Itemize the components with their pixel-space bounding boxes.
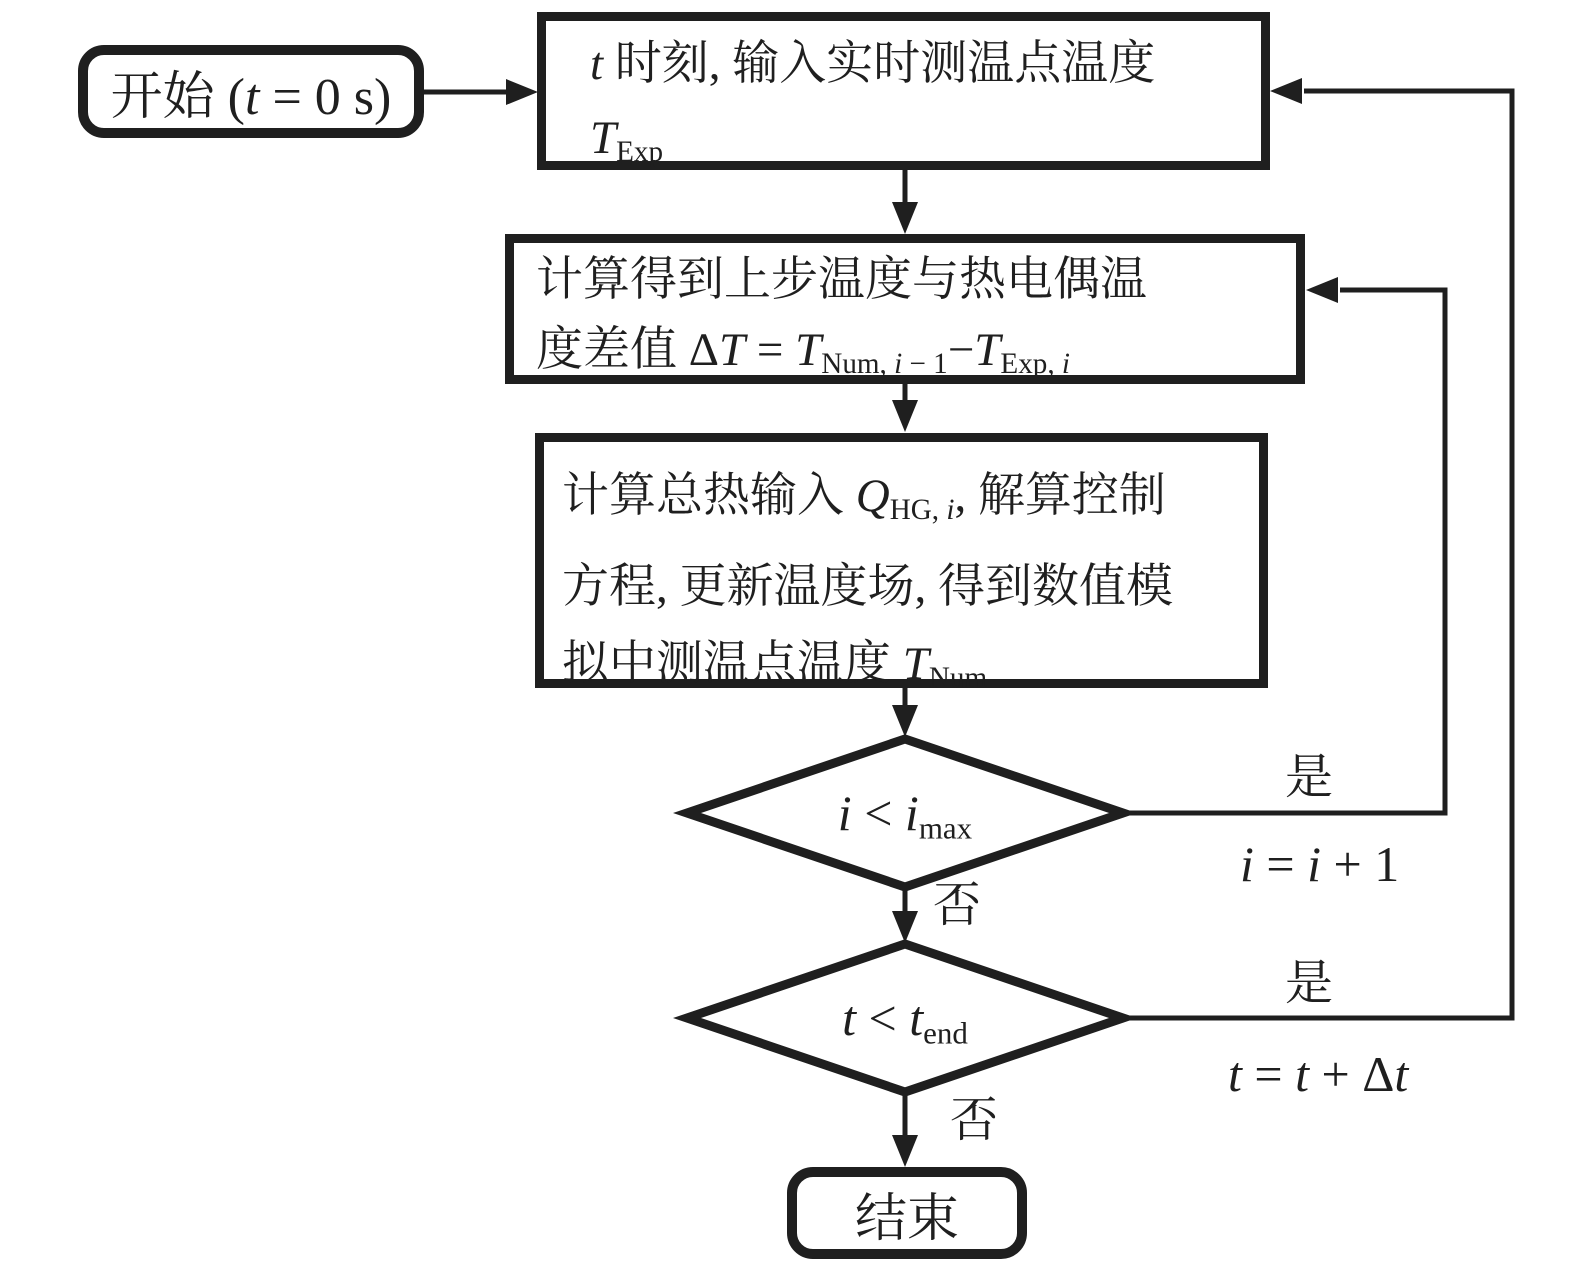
start-node — [78, 45, 424, 138]
input-box — [537, 12, 1270, 170]
arrowhead-loop-i — [1306, 277, 1338, 303]
decision-i-label: i < imax — [837, 785, 973, 846]
end-label: 结束 — [854, 1190, 959, 1248]
label-yes-t: 是 — [1285, 957, 1334, 1010]
arrowhead-diff-to-solve — [892, 400, 918, 432]
input-line-1: t 时刻, 输入实时测温点温度 — [590, 38, 1156, 90]
start-label: 开始 (t = 0 s) — [110, 69, 392, 126]
arrowhead-decision-t-to-end — [892, 1135, 918, 1167]
arrowhead-start-to-input — [506, 79, 538, 105]
solve-line-3: 拟中测温点温度 TNum — [562, 638, 988, 695]
end-node — [787, 1167, 1027, 1259]
decision-t-label: t < tend — [842, 990, 968, 1051]
solve-line-2: 方程, 更新温度场, 得到数值模 — [562, 561, 1173, 614]
label-increment-t: t = t + Δt — [1228, 1046, 1409, 1102]
label-no-t: 否 — [950, 1094, 999, 1147]
solve-box — [535, 433, 1268, 695]
label-yes-i: 是 — [1285, 751, 1334, 804]
solve-line-1: 计算总热输入 QHG, i, 解算控制 — [562, 470, 1166, 527]
arrowhead-decision-i-to-decision-t — [892, 911, 918, 943]
diff-line-2: 度差值 ΔT = TNum, i − 1−TExp, i — [536, 324, 1070, 381]
input-line-2: TExp — [590, 112, 664, 169]
arrowhead-loop-t — [1270, 78, 1302, 104]
diff-line-1: 计算得到上步温度与热电偶温 — [536, 254, 1147, 306]
arrowhead-input-to-diff — [892, 202, 918, 234]
label-increment-i: i = i + 1 — [1240, 836, 1400, 892]
diff-box — [505, 234, 1305, 384]
label-no-i: 否 — [933, 879, 982, 932]
